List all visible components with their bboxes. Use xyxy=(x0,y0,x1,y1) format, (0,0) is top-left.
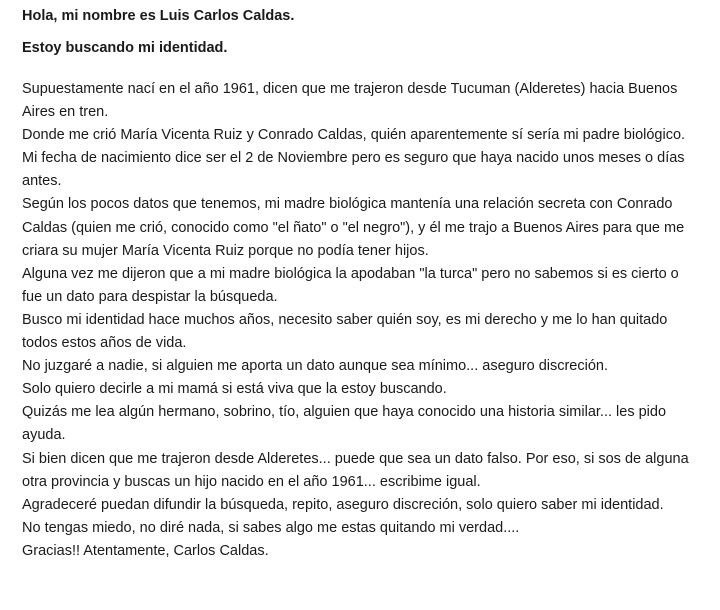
paragraph-birth-year: Supuestamente nací en el año 1961, dicen que me trajeron desde Tucuman (Alderetes) hacia Buenos Aires en tren. xyxy=(22,81,678,121)
paragraph-relatives: Quizás me lea algún hermano, sobrino, tío, alguien que haya conocido una historia similar... les pido ayuda. xyxy=(22,404,667,444)
letter-body xyxy=(22,78,692,563)
paragraph-searching: Busco mi identidad hace muchos años, necesito saber quién soy, es mi derecho y me lo han quitado todos estos años de vida. xyxy=(22,311,668,352)
paragraph-other-province: Si bien dicen que me trajeron desde Alderetes... puede que sea un dato falso. Por eso, si sos de alguna otra provincia y buscas un hijo nacido en el año 1961... escribime igual. xyxy=(22,450,689,490)
paragraph-raised-by: Donde me crió María Vicenta Ruiz y Conrado Caldas, quién aparentemente sí sería mi padre biológico. xyxy=(22,127,686,144)
greeting-heading: Hola, mi nombre es Luis Carlos Caldas. xyxy=(22,8,295,24)
paragraph-birth-date: Mi fecha de nacimiento dice ser el 2 de Noviembre pero es seguro que haya nacido unos meses o días antes. xyxy=(22,150,685,190)
subtitle-heading: Estoy buscando mi identidad. xyxy=(22,40,228,56)
paragraph-signature: Gracias!! Atentamente, Carlos Caldas. xyxy=(22,542,269,559)
paragraph-message-mother: Solo quiero decirle a mi mamá si está viva que la estoy buscando. xyxy=(22,381,447,398)
paragraph-no-fear: No tengas miedo, no diré nada, si sabes algo me estas quitando mi verdad.... xyxy=(22,519,520,536)
paragraph-no-judgement: No juzgaré a nadie, si alguien me aporta un dato aunque sea mínimo... aseguro discreción. xyxy=(22,358,608,375)
paragraph-share-request: Agradeceré puedan difundir la búsqueda, repito, aseguro discreción, solo quiero saber mi identidad. xyxy=(22,496,664,513)
paragraph-nickname: Alguna vez me dijeron que a mi madre biológica la apodaban "la turca" pero no sabemos si es cierto o fue un dato para despistar la búsqueda. xyxy=(22,265,679,305)
document-page xyxy=(22,6,702,559)
paragraph-biological-mother: Según los pocos datos que tenemos, mi madre biológica mantenía una relación secreta con Conrado Caldas (quien me crió, conocido como "el ñato" o "el negro"), y él me trajo a Buenos Aires para que me criara su mujer María Vicenta Ruiz porque no podía tener hijos. xyxy=(22,196,685,259)
